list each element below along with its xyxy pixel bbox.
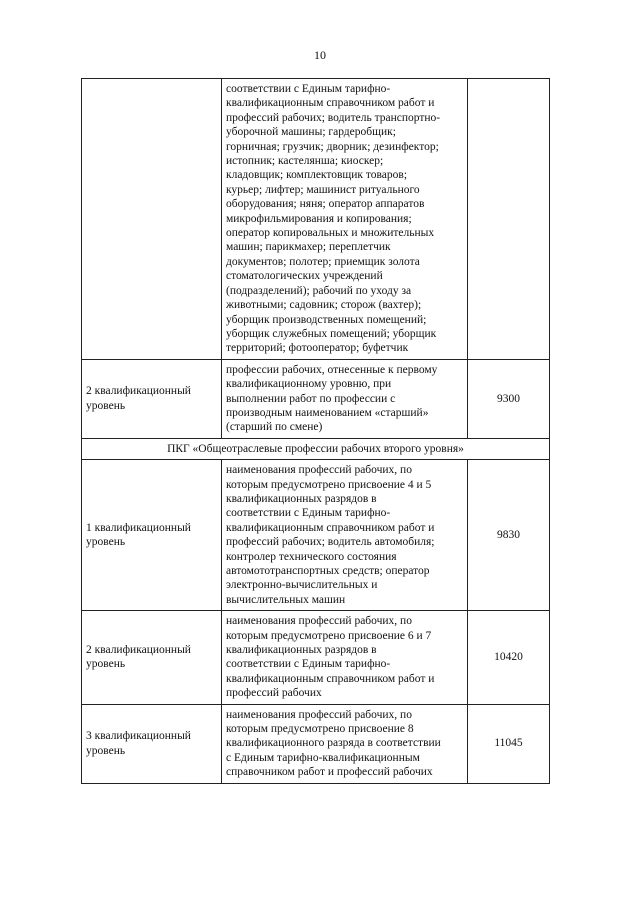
profession-description-line: квалификационного разряда в соответствии: [226, 737, 441, 750]
profession-description-line: соответствии с Единым тарифно-: [226, 658, 391, 671]
professional-group-header: ПКГ «Общеотраслевые профессии рабочих второго уровня»: [82, 438, 550, 459]
profession-description-line: стоматологических учреждений: [226, 270, 383, 283]
profession-description-line: справочником работ и профессий рабочих: [226, 766, 433, 779]
profession-description-line: уборочной машины; гардеробщик;: [226, 126, 396, 139]
qualification-level-text: 3 квалификационный: [86, 730, 191, 743]
profession-description-line: территорий; фотооператор; буфетчик: [226, 342, 409, 355]
profession-description-line: наименования профессий рабочих, по: [226, 615, 412, 628]
qualification-level-cell: [82, 359, 222, 438]
profession-description-cell: [222, 79, 468, 360]
qualification-level-cell: [82, 704, 222, 783]
qualification-level-text: уровень: [86, 399, 126, 412]
profession-description-line: уборщик производственных помещений;: [226, 313, 427, 326]
profession-description-line: контролер технического состояния: [226, 550, 397, 563]
profession-description-line: которым предусмотрено присвоение 8: [226, 723, 414, 736]
profession-description-line: которым предусмотрено присвоение 4 и 5: [226, 478, 432, 491]
profession-description-cell: [222, 359, 468, 438]
profession-description-cell: [222, 704, 468, 783]
base-salary-cell: 9830: [468, 460, 550, 611]
profession-description-line: соответствии с Единым тарифно-: [226, 507, 391, 520]
base-salary-cell: 9300: [468, 359, 550, 438]
salary-table: [81, 78, 550, 784]
profession-description-line: квалификационных разрядов в: [226, 644, 377, 657]
profession-description-line: соответствии с Единым тарифно-: [226, 83, 391, 95]
profession-description-line: животными; садовник; сторож (вахтер);: [226, 299, 422, 312]
page-number: 10: [314, 48, 326, 62]
profession-description-line: наименования профессий рабочих, по: [226, 708, 412, 721]
profession-description-line: вычислительных машин: [226, 593, 346, 606]
profession-description-line: оператор копировальных и множительных: [226, 227, 435, 240]
profession-description-line: выполнении работ по профессии с: [226, 392, 396, 405]
profession-description-line: документов; полотер; приемщик золота: [226, 255, 420, 268]
qualification-level-text: уровень: [86, 658, 126, 671]
profession-description-line: профессий рабочих; водитель транспортно-: [226, 111, 441, 124]
profession-description-line: оборудования; няня; оператор аппаратов: [226, 198, 425, 211]
qualification-level-text: 2 квалификационный: [86, 385, 191, 398]
qualification-level-text: 2 квалификационный: [86, 644, 191, 657]
qualification-level-text: 1 квалификационный: [86, 521, 191, 534]
group-header-row: [82, 438, 550, 459]
table-row: [82, 611, 550, 704]
profession-description-line: микрофильмирования и копирования;: [226, 212, 412, 225]
profession-description-line: курьер; лифтер; машинист ритуального: [226, 183, 420, 196]
salary-table-body: [82, 79, 550, 784]
profession-description-line: автомототранспортных средств; оператор: [226, 565, 430, 577]
qualification-level-text: уровень: [86, 744, 126, 757]
profession-description-line: кладовщик; комплектовщик товаров;: [226, 169, 408, 182]
qualification-level-cell: [82, 611, 222, 704]
profession-description-cell: [222, 611, 468, 704]
table-row: [82, 704, 550, 783]
profession-description-line: производным наименованием «старший»: [226, 406, 429, 419]
profession-description-line: квалификационным справочником работ и: [226, 672, 435, 685]
profession-description-cell: [222, 460, 468, 611]
profession-description-line: квалификационным справочником работ и: [226, 521, 435, 534]
profession-description-line: квалификационному уровню, при: [226, 378, 392, 391]
qualification-level-cell: [82, 460, 222, 611]
profession-description-line: с Единым тарифно-квалификационным: [226, 751, 420, 764]
base-salary-cell: [468, 79, 550, 360]
profession-description-line: (подразделений); рабочий по уходу за: [226, 284, 412, 297]
profession-description-line: профессий рабочих; водитель автомобиля;: [226, 536, 435, 549]
profession-description-line: наименования профессий рабочих, по: [226, 464, 412, 477]
profession-description-line: квалификационным справочником работ и: [226, 97, 435, 110]
qualification-level-text: уровень: [86, 536, 126, 549]
profession-description-line: уборщик служебных помещений; уборщик: [226, 327, 437, 340]
profession-description-line: которым предусмотрено присвоение 6 и 7: [226, 629, 432, 642]
base-salary-cell: 10420: [468, 611, 550, 704]
table-row: [82, 359, 550, 438]
profession-description-line: истопник; кастелянша; киоскер;: [226, 155, 384, 168]
profession-description-line: (старший по смене): [226, 421, 323, 434]
profession-description-line: машин; парикмахер; переплетчик: [226, 241, 391, 254]
profession-description-line: профессии рабочих, отнесенные к первому: [226, 363, 438, 376]
table-row: [82, 460, 550, 611]
profession-description-line: электронно-вычислительных и: [226, 579, 378, 592]
base-salary-cell: 11045: [468, 704, 550, 783]
qualification-level-cell: [82, 79, 222, 360]
profession-description-line: профессий рабочих: [226, 687, 322, 700]
table-row: [82, 79, 550, 360]
profession-description-line: горничная; грузчик; дворник; дезинфектор;: [226, 140, 439, 153]
profession-description-line: квалификационных разрядов в: [226, 492, 377, 505]
